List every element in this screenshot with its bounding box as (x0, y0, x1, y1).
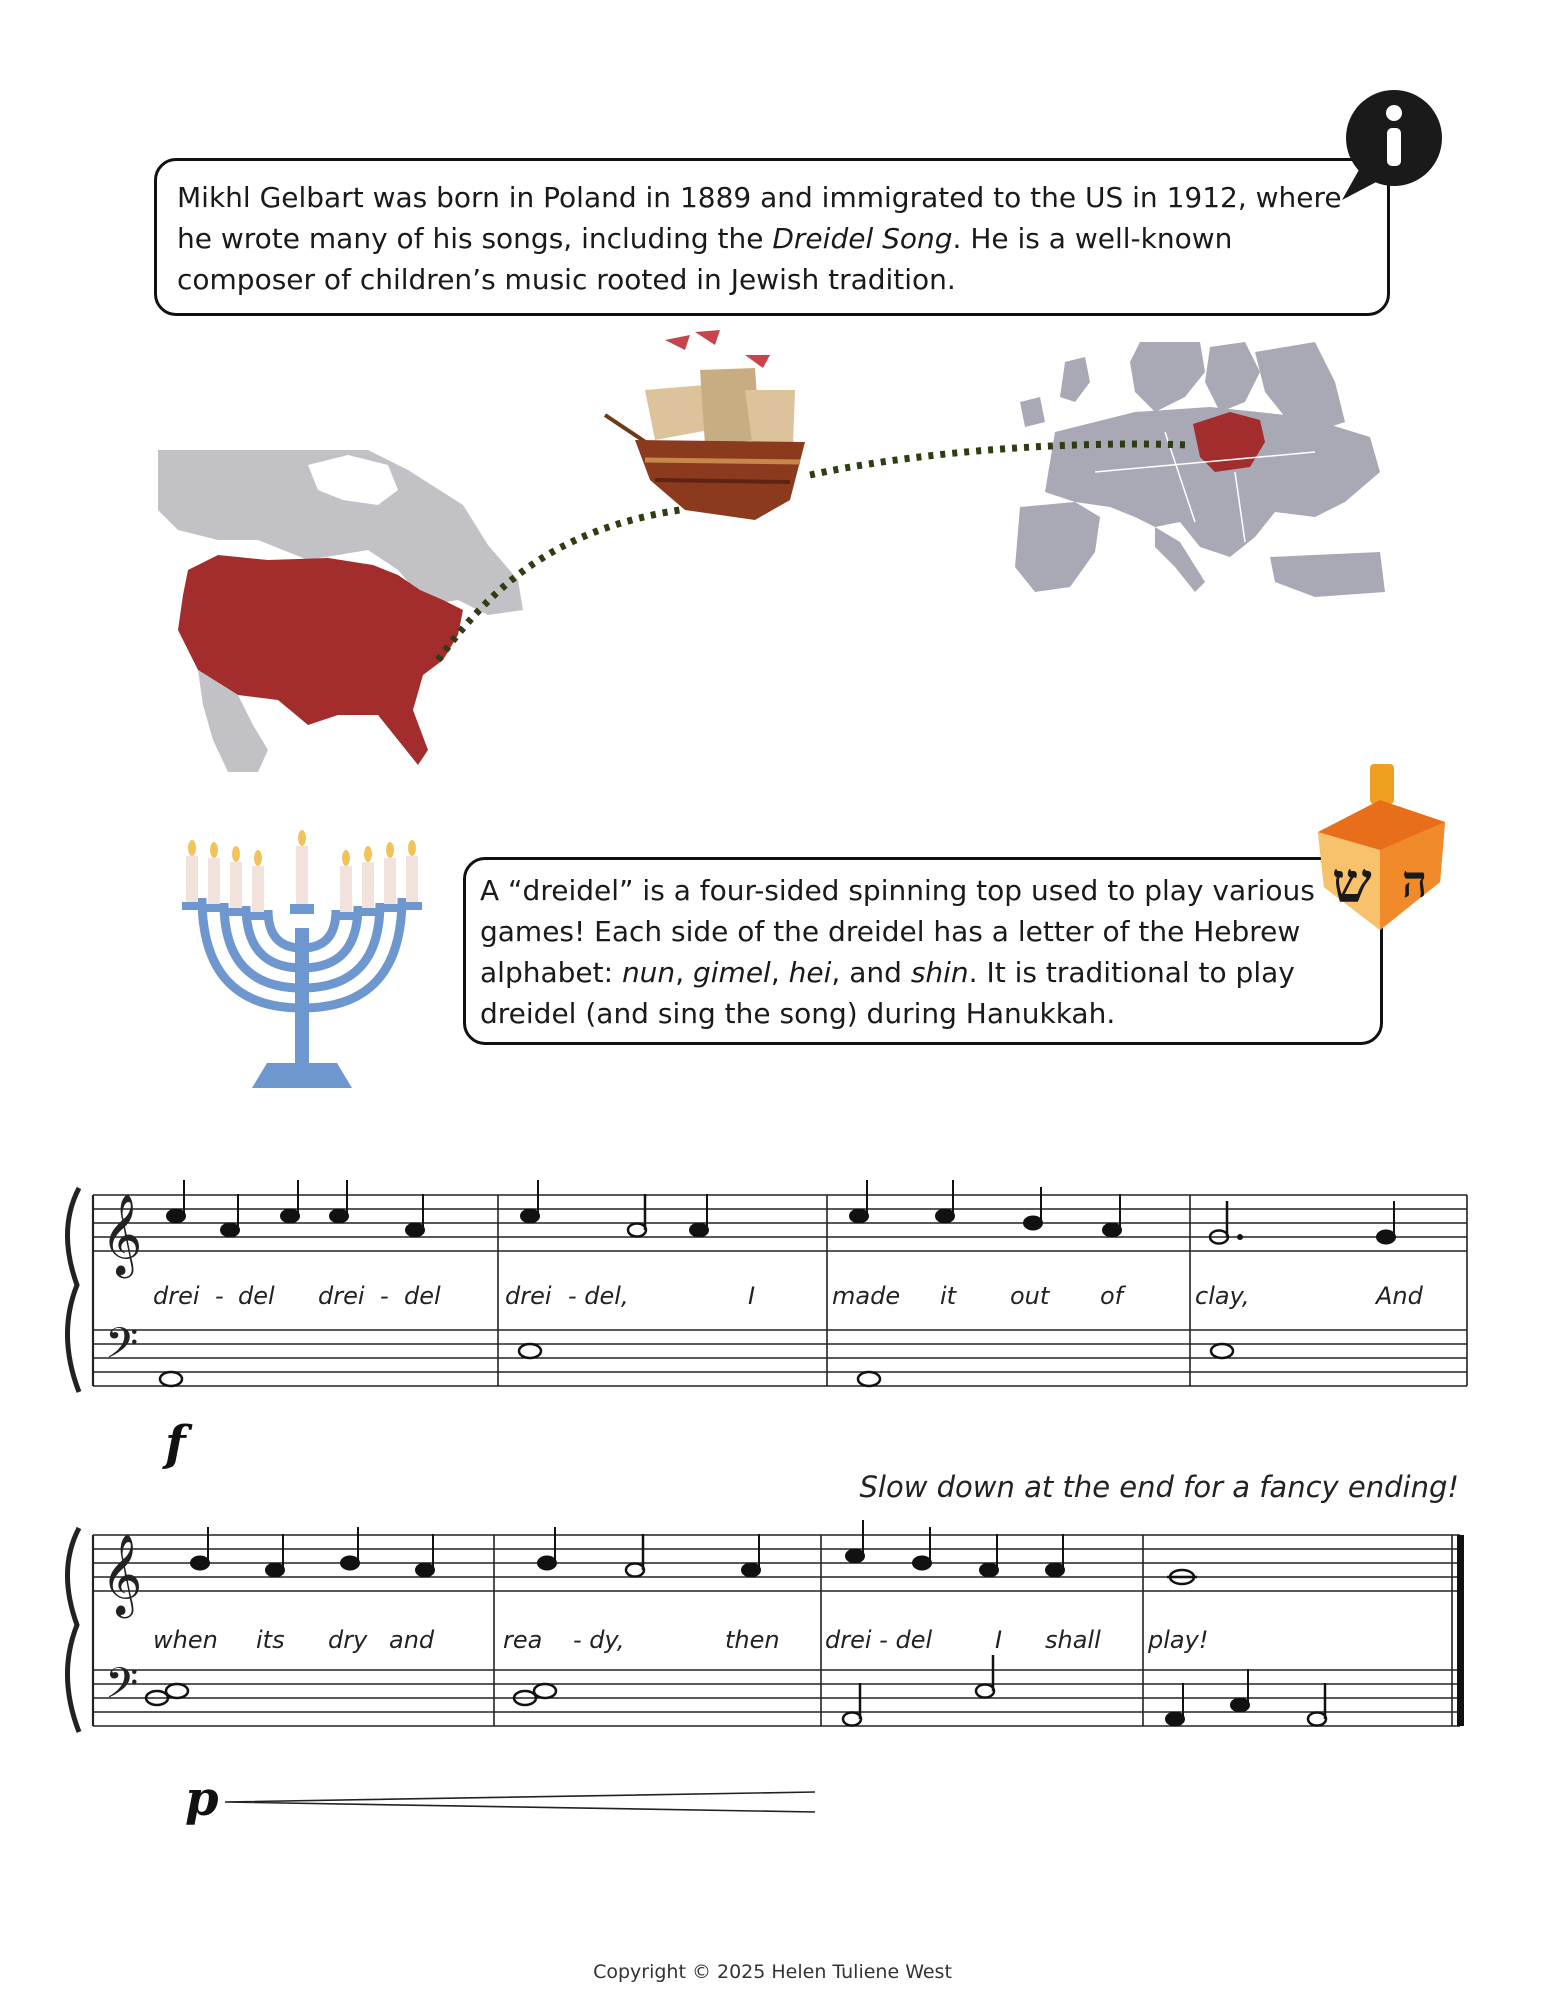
dreidel-icon (1310, 762, 1450, 934)
lyric: drei (153, 1282, 200, 1310)
dreidel-letter-shin: ש (1332, 850, 1372, 916)
music-system-2 (55, 1510, 1475, 1830)
sep: , and (831, 956, 911, 989)
lyric: of (1100, 1282, 1124, 1310)
letter-gimel: gimel (693, 956, 771, 989)
info-callout (154, 158, 1390, 316)
menorah (172, 818, 434, 1093)
treble-clef: 𝄞 (101, 1533, 143, 1615)
ending-note: Slow down at the end for a fancy ending! (859, 1470, 1459, 1504)
lyric: drei - del (825, 1626, 933, 1654)
copyright: Copyright © 2025 Helen Tuliene West (593, 1961, 952, 1983)
migration-route (430, 430, 1210, 670)
dynamic-forte: f (165, 1416, 186, 1472)
info-text-2: . He is a well-known composer of children’s music rooted in Jewish tradition. (177, 222, 1233, 296)
lyric: I (748, 1282, 756, 1310)
lyric: del (238, 1282, 275, 1310)
bass-clef: 𝄢 (105, 1659, 139, 1719)
lyric: - (380, 1282, 389, 1310)
lyric: its (256, 1626, 285, 1654)
letter-shin: shin (910, 956, 969, 989)
dreidel-callout (463, 857, 1383, 1045)
lyric: - dy, (573, 1626, 625, 1654)
lyric: and (389, 1626, 435, 1654)
letter-nun: nun (621, 956, 676, 989)
song-title: Dreidel Song (772, 222, 953, 255)
bass-clef: 𝄢 (105, 1319, 139, 1379)
info-icon (1336, 88, 1446, 206)
lyric: it (940, 1282, 957, 1310)
lyric: drei (505, 1282, 552, 1310)
dreidel-text-2: . It is traditional to play dreidel (and sing the song) during Hanukkah. (480, 956, 1295, 1030)
lyric: del (404, 1282, 441, 1310)
treble-clef: 𝄞 (101, 1193, 143, 1275)
lyric: drei (318, 1282, 365, 1310)
lyric: - (215, 1282, 224, 1310)
lyric: shall (1045, 1626, 1101, 1654)
dreidel-letter-hei: ה (1402, 857, 1428, 908)
lyric: clay, (1195, 1282, 1250, 1310)
lyric: And (1376, 1282, 1423, 1310)
lyric: dry (328, 1626, 368, 1654)
lyric: out (1010, 1282, 1050, 1310)
sep: , (675, 956, 693, 989)
decrescendo-hairpin (225, 1792, 815, 1812)
lyric: when (153, 1626, 218, 1654)
lyric: made (832, 1282, 901, 1310)
lyric: - del, (568, 1282, 629, 1310)
letter-hei: hei (788, 956, 832, 989)
info-text-1: Mikhl Gelbart was born in Poland in 1889 and immigrated to the US in 1912, where he wrote many of his songs, including the (177, 181, 1342, 255)
dynamic-piano: p (185, 1771, 219, 1827)
lyric: then (725, 1626, 780, 1654)
sep: , (770, 956, 789, 989)
dreidel-text-1: A “dreidel” is a four-sided spinning top used to play various games! Each side of the dreidel has a letter of the Hebrew alphabet: (480, 874, 1315, 989)
lyric: play! (1148, 1626, 1209, 1654)
lyric: I (995, 1626, 1003, 1654)
lyric: rea (503, 1626, 543, 1654)
